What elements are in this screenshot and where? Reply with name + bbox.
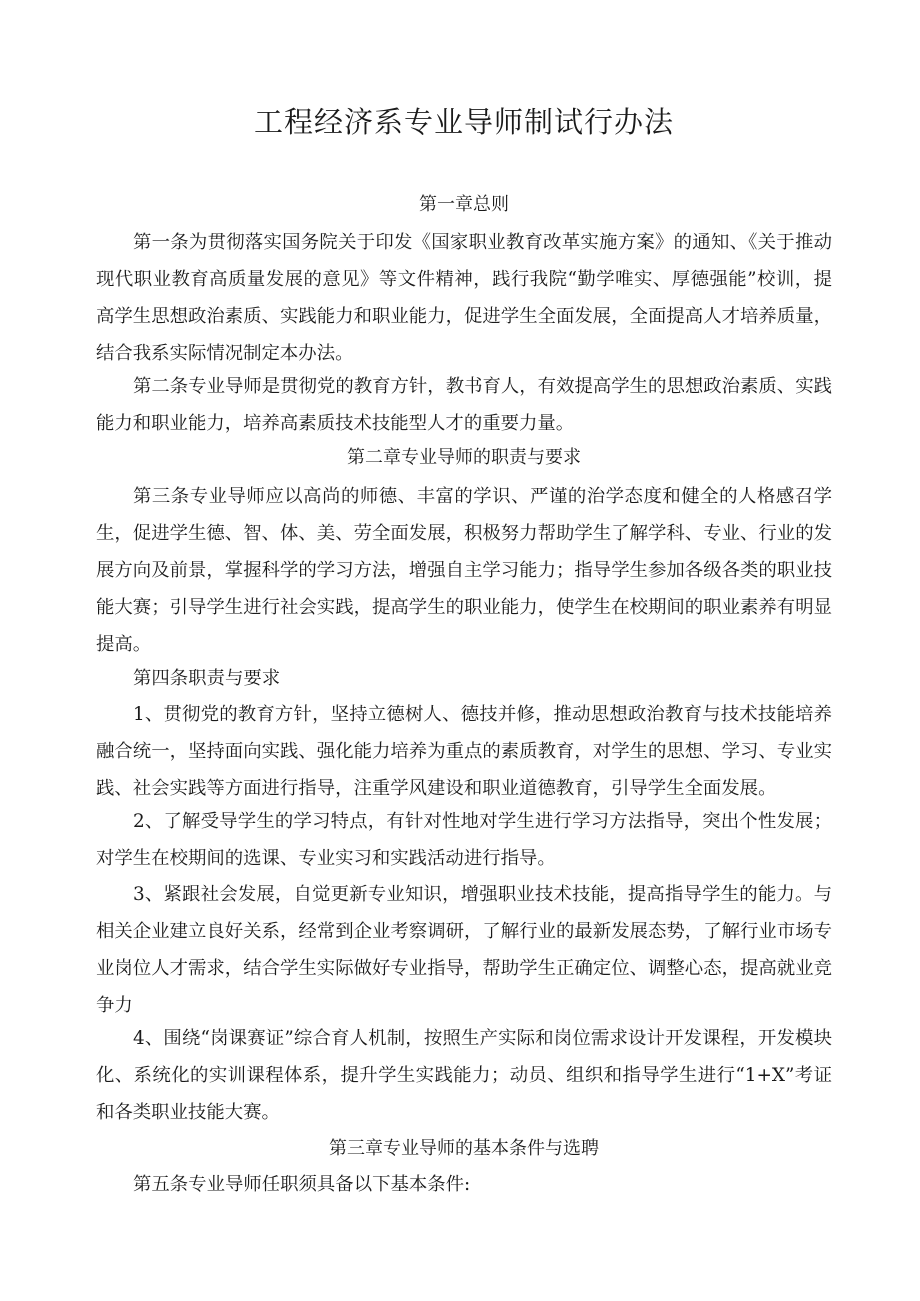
article-4-item-1: 1、贯彻党的教育方针，坚持立德树人、德技并修，推动思想政治教育与技术技能培养融合统一，坚持面向实践、强化能力培养为重点的素质教育，对学生的思想、学习、专业实践、社会实践等方面进行指导，注重学风建设和职业道德教育，引导学生全面发展。 bbox=[96, 704, 832, 799]
chapter-3-heading: 第三章专业导师的基本条件与选聘 bbox=[329, 1138, 599, 1159]
article-4-heading: 第四条职责与要求 bbox=[133, 668, 281, 689]
document-title: 工程经济系专业导师制试行办法 bbox=[253, 105, 674, 139]
chapter-2-heading: 第二章专业导师的职责与要求 bbox=[347, 447, 581, 468]
article-3: 第三条专业导师应以高尚的师德、丰富的学识、严谨的治学态度和健全的人格感召学生，促进学生德、智、体、美、劳全面发展，积极努力帮助学生了解学科、专业、行业的发展方向及前景，掌握科学的学习方法，增强自主学习能力；指导学生参加各级各类的职业技能大赛；引导学生进行社会实践，提高学生的职业能力，使学生在校期间的职业素养有明显提高。 bbox=[96, 486, 832, 655]
article-4-item-2: 2、了解受导学生的学习特点，有针对性地对学生进行学习方法指导，突出个性发展；对学生在校期间的选课、专业实习和实践活动进行指导。 bbox=[96, 811, 832, 869]
article-5: 第五条专业导师任职须具备以下基本条件: bbox=[133, 1174, 471, 1195]
article-1: 第一条为贯彻落实国务院关于印发《国家职业教育改革实施方案》的通知、《关于推动现代职业教育高质量发展的意见》等文件精神，践行我院“勤学唯实、厚德强能”校训，提高学生思想政治素质、实践能力和职业能力，促进学生全面发展，全面提高人才培养质量，结合我系实际情况制定本办法。 bbox=[96, 232, 832, 364]
article-2: 第二条专业导师是贯彻党的教育方针，教书育人，有效提高学生的思想政治素质、实践能力和职业能力，培养高素质技术技能型人才的重要力量。 bbox=[96, 376, 832, 434]
article-4-item-4: 4、围绕“岗课赛证”综合育人机制，按照生产实际和岗位需求设计开发课程，开发模块化、系统化的实训课程体系，提升学生实践能力；动员、组织和指导学生进行“1+X”考证和各类职业技能大赛。 bbox=[96, 1028, 832, 1123]
chapter-1-heading: 第一章总则 bbox=[419, 194, 509, 215]
article-4-item-3: 3、紧跟社会发展，自觉更新专业知识，增强职业技术技能，提高指导学生的能力。与相关企业建立良好关系，经常到企业考察调研，了解行业的最新发展态势，了解行业市场专业岗位人才需求，结合学生实际做好专业指导，帮助学生正确定位、调整心态，提高就业竞争力 bbox=[96, 884, 832, 1016]
